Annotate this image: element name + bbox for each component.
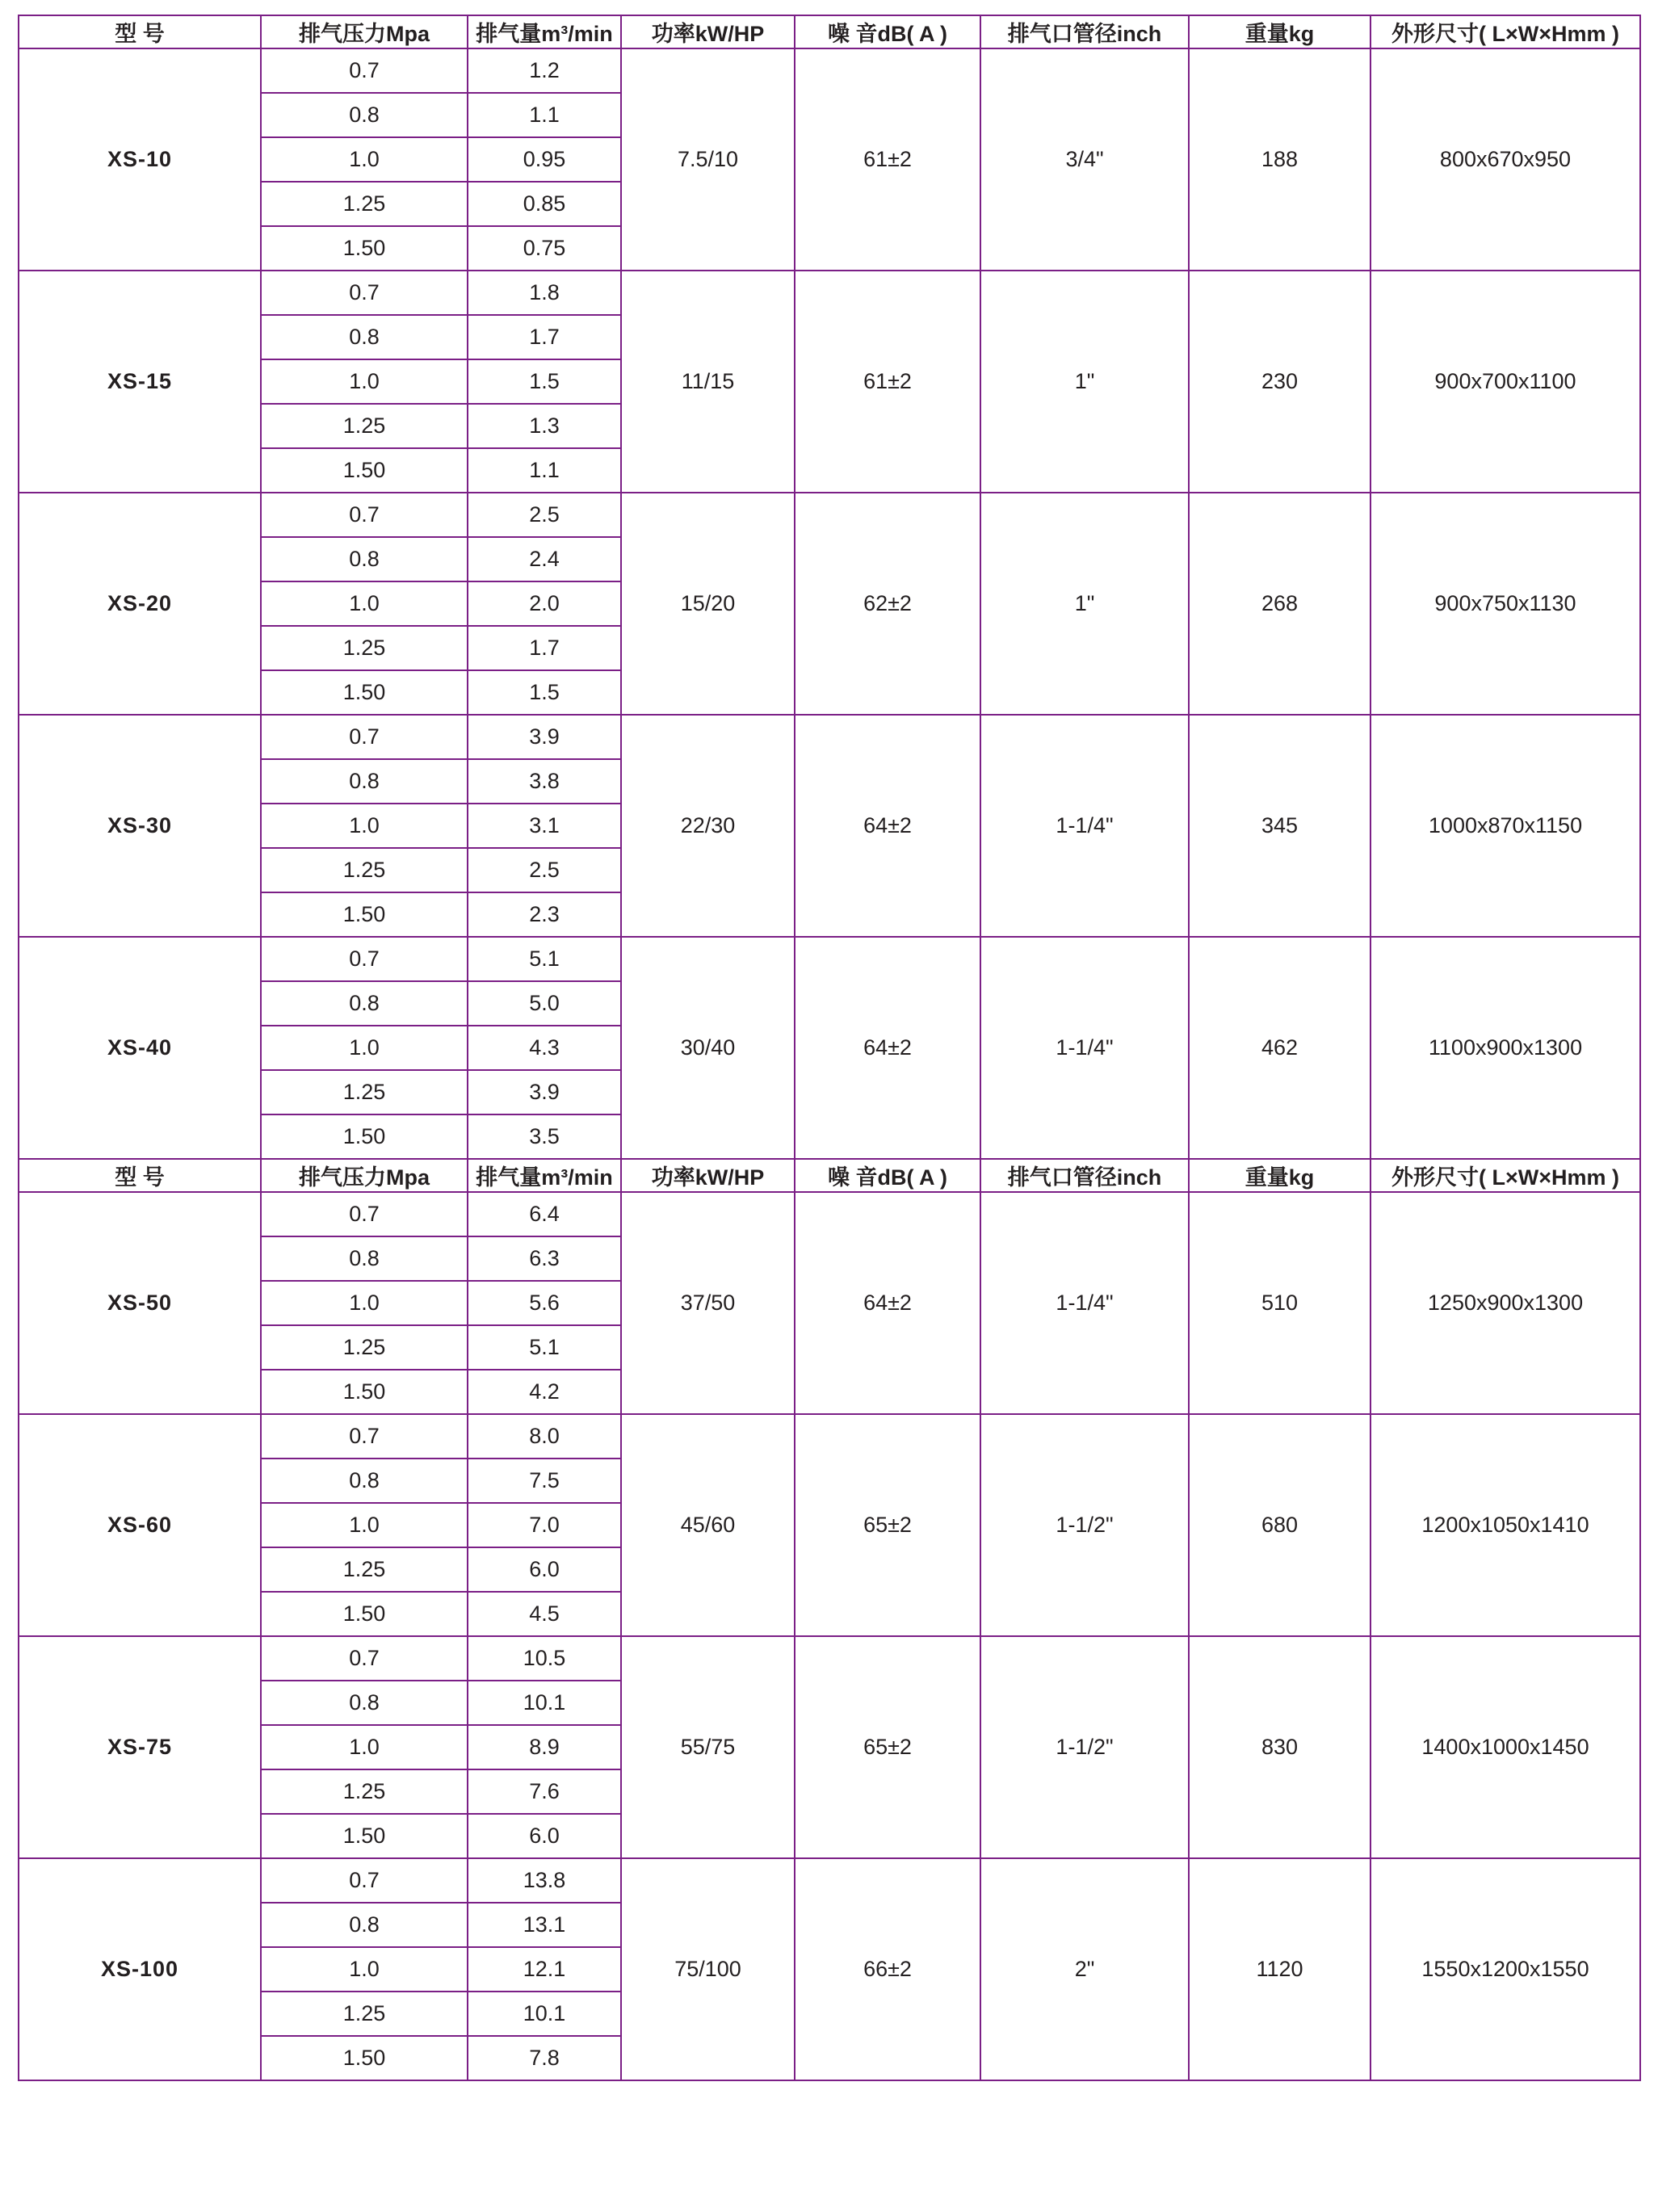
- port-diameter-cell: 1": [980, 493, 1189, 715]
- air-flow-cell: 6.4: [468, 1192, 621, 1236]
- column-header-5: [980, 1159, 1189, 1192]
- column-header-unit: inch: [1116, 1165, 1162, 1190]
- noise-cell: 65±2: [795, 1414, 980, 1636]
- air-flow-cell: 5.6: [468, 1281, 621, 1325]
- discharge-pressure-cell: 1.25: [261, 1992, 468, 2036]
- discharge-pressure-cell: 1.50: [261, 1814, 468, 1858]
- power-cell: 15/20: [621, 493, 795, 715]
- air-flow-cell: 1.5: [468, 359, 621, 404]
- column-header-unit: Mpa: [386, 1165, 430, 1190]
- air-flow-cell: 3.8: [468, 759, 621, 804]
- discharge-pressure-cell: 1.25: [261, 626, 468, 670]
- dimensions-cell: 1400x1000x1450: [1370, 1636, 1640, 1858]
- discharge-pressure-cell: 1.50: [261, 670, 468, 715]
- discharge-pressure-cell: 0.8: [261, 1681, 468, 1725]
- air-flow-cell: 1.5: [468, 670, 621, 715]
- discharge-pressure-cell: 0.7: [261, 1192, 468, 1236]
- power-cell: 37/50: [621, 1192, 795, 1414]
- dimensions-cell: 1000x870x1150: [1370, 715, 1640, 937]
- discharge-pressure-cell: 1.0: [261, 359, 468, 404]
- compressor-spec-table: [18, 15, 1641, 2081]
- air-flow-cell: 12.1: [468, 1947, 621, 1992]
- noise-cell: 61±2: [795, 48, 980, 271]
- table-row: [19, 493, 1640, 537]
- discharge-pressure-cell: 1.25: [261, 1547, 468, 1592]
- air-flow-cell: 6.0: [468, 1814, 621, 1858]
- power-cell: 7.5/10: [621, 48, 795, 271]
- column-header-6: [1189, 15, 1370, 48]
- discharge-pressure-cell: 1.0: [261, 1281, 468, 1325]
- air-flow-cell: 4.5: [468, 1592, 621, 1636]
- discharge-pressure-cell: 0.8: [261, 981, 468, 1026]
- discharge-pressure-cell: 1.25: [261, 404, 468, 448]
- column-header-title: 重量: [1245, 22, 1289, 46]
- column-header-title: 排气压力: [299, 22, 386, 46]
- table-row: [19, 1636, 1640, 1681]
- model-name-cell: XS-40: [19, 937, 261, 1159]
- noise-cell: 62±2: [795, 493, 980, 715]
- column-header-title: 排气量: [476, 1165, 542, 1190]
- discharge-pressure-cell: 1.50: [261, 892, 468, 937]
- port-diameter-cell: 1-1/2": [980, 1636, 1189, 1858]
- table-row: [19, 271, 1640, 315]
- power-cell: 45/60: [621, 1414, 795, 1636]
- weight-cell: 510: [1189, 1192, 1370, 1414]
- weight-cell: 462: [1189, 937, 1370, 1159]
- column-header-title: 排气口管径: [1007, 22, 1117, 46]
- column-header-3: [621, 15, 795, 48]
- air-flow-cell: 3.1: [468, 804, 621, 848]
- air-flow-cell: 6.0: [468, 1547, 621, 1592]
- discharge-pressure-cell: 1.0: [261, 137, 468, 182]
- weight-cell: 830: [1189, 1636, 1370, 1858]
- column-header-title: 功率: [651, 22, 695, 46]
- model-name-cell: XS-75: [19, 1636, 261, 1858]
- discharge-pressure-cell: 1.50: [261, 448, 468, 493]
- column-header-0: [19, 15, 261, 48]
- model-name-cell: XS-100: [19, 1858, 261, 2080]
- discharge-pressure-cell: 0.7: [261, 493, 468, 537]
- dimensions-cell: 900x700x1100: [1370, 271, 1640, 493]
- weight-cell: 268: [1189, 493, 1370, 715]
- air-flow-cell: 1.8: [468, 271, 621, 315]
- table-header-row: [19, 15, 1640, 48]
- noise-cell: 64±2: [795, 937, 980, 1159]
- air-flow-cell: 7.6: [468, 1769, 621, 1814]
- discharge-pressure-cell: 1.50: [261, 1370, 468, 1414]
- air-flow-cell: 4.3: [468, 1026, 621, 1070]
- air-flow-cell: 7.8: [468, 2036, 621, 2080]
- discharge-pressure-cell: 0.7: [261, 48, 468, 93]
- discharge-pressure-cell: 0.8: [261, 1903, 468, 1947]
- discharge-pressure-cell: 0.8: [261, 1236, 468, 1281]
- table-row: [19, 937, 1640, 981]
- column-header-3: [621, 1159, 795, 1192]
- discharge-pressure-cell: 1.50: [261, 1114, 468, 1159]
- air-flow-cell: 2.4: [468, 537, 621, 581]
- power-cell: 75/100: [621, 1858, 795, 2080]
- air-flow-cell: 10.5: [468, 1636, 621, 1681]
- model-name-cell: XS-50: [19, 1192, 261, 1414]
- air-flow-cell: 2.5: [468, 848, 621, 892]
- air-flow-cell: 13.8: [468, 1858, 621, 1903]
- air-flow-cell: 3.9: [468, 715, 621, 759]
- discharge-pressure-cell: 1.0: [261, 1947, 468, 1992]
- column-header-7: [1370, 1159, 1640, 1192]
- air-flow-cell: 0.85: [468, 182, 621, 226]
- port-diameter-cell: 1-1/4": [980, 715, 1189, 937]
- column-header-unit: m³/min: [541, 22, 613, 46]
- dimensions-cell: 800x670x950: [1370, 48, 1640, 271]
- table-row: [19, 1414, 1640, 1459]
- discharge-pressure-cell: 1.0: [261, 1725, 468, 1769]
- air-flow-cell: 1.7: [468, 626, 621, 670]
- air-flow-cell: 1.2: [468, 48, 621, 93]
- air-flow-cell: 6.3: [468, 1236, 621, 1281]
- noise-cell: 61±2: [795, 271, 980, 493]
- column-header-unit: inch: [1116, 22, 1162, 46]
- air-flow-cell: 3.9: [468, 1070, 621, 1114]
- column-header-title: 功率: [651, 1165, 695, 1190]
- air-flow-cell: 0.95: [468, 137, 621, 182]
- discharge-pressure-cell: 0.8: [261, 537, 468, 581]
- discharge-pressure-cell: 1.25: [261, 1325, 468, 1370]
- noise-cell: 64±2: [795, 715, 980, 937]
- discharge-pressure-cell: 1.25: [261, 1769, 468, 1814]
- port-diameter-cell: 3/4": [980, 48, 1189, 271]
- model-name-cell: XS-60: [19, 1414, 261, 1636]
- port-diameter-cell: 1-1/2": [980, 1414, 1189, 1636]
- discharge-pressure-cell: 0.8: [261, 759, 468, 804]
- air-flow-cell: 0.75: [468, 226, 621, 271]
- dimensions-cell: 1100x900x1300: [1370, 937, 1640, 1159]
- discharge-pressure-cell: 0.8: [261, 93, 468, 137]
- column-header-5: [980, 15, 1189, 48]
- column-header-unit: kg: [1288, 22, 1315, 46]
- air-flow-cell: 2.3: [468, 892, 621, 937]
- discharge-pressure-cell: 1.25: [261, 182, 468, 226]
- table-row: [19, 1858, 1640, 1903]
- column-header-unit: ( L×W×Hmm ): [1478, 22, 1619, 46]
- air-flow-cell: 7.5: [468, 1459, 621, 1503]
- noise-cell: 64±2: [795, 1192, 980, 1414]
- weight-cell: 680: [1189, 1414, 1370, 1636]
- discharge-pressure-cell: 0.7: [261, 1858, 468, 1903]
- column-header-4: [795, 15, 980, 48]
- column-header-unit: Mpa: [386, 22, 430, 46]
- column-header-unit: kW/HP: [695, 1165, 765, 1190]
- air-flow-cell: 1.3: [468, 404, 621, 448]
- model-name-cell: XS-10: [19, 48, 261, 271]
- air-flow-cell: 8.0: [468, 1414, 621, 1459]
- power-cell: 11/15: [621, 271, 795, 493]
- table-header-row: [19, 1159, 1640, 1192]
- column-header-title: 噪 音: [828, 1165, 878, 1190]
- column-header-2: [468, 15, 621, 48]
- weight-cell: 345: [1189, 715, 1370, 937]
- column-header-title: 型 号: [115, 1165, 165, 1190]
- air-flow-cell: 5.1: [468, 1325, 621, 1370]
- model-name-cell: XS-20: [19, 493, 261, 715]
- air-flow-cell: 5.0: [468, 981, 621, 1026]
- table-row: [19, 1192, 1640, 1236]
- dimensions-cell: 1250x900x1300: [1370, 1192, 1640, 1414]
- table-row: [19, 715, 1640, 759]
- air-flow-cell: 5.1: [468, 937, 621, 981]
- discharge-pressure-cell: 0.7: [261, 715, 468, 759]
- power-cell: 22/30: [621, 715, 795, 937]
- column-header-6: [1189, 1159, 1370, 1192]
- column-header-4: [795, 1159, 980, 1192]
- port-diameter-cell: 1-1/4": [980, 1192, 1189, 1414]
- discharge-pressure-cell: 1.0: [261, 581, 468, 626]
- port-diameter-cell: 1": [980, 271, 1189, 493]
- discharge-pressure-cell: 1.0: [261, 1026, 468, 1070]
- discharge-pressure-cell: 0.8: [261, 1459, 468, 1503]
- table-row: [19, 48, 1640, 93]
- column-header-title: 排气压力: [299, 1165, 386, 1190]
- column-header-title: 型 号: [115, 22, 165, 46]
- column-header-1: [261, 1159, 468, 1192]
- model-name-cell: XS-15: [19, 271, 261, 493]
- dimensions-cell: 1550x1200x1550: [1370, 1858, 1640, 2080]
- air-flow-cell: 7.0: [468, 1503, 621, 1547]
- discharge-pressure-cell: 0.7: [261, 1636, 468, 1681]
- air-flow-cell: 1.7: [468, 315, 621, 359]
- model-name-cell: XS-30: [19, 715, 261, 937]
- power-cell: 30/40: [621, 937, 795, 1159]
- discharge-pressure-cell: 0.7: [261, 271, 468, 315]
- discharge-pressure-cell: 0.7: [261, 937, 468, 981]
- column-header-unit: dB( A ): [877, 1165, 947, 1190]
- discharge-pressure-cell: 1.50: [261, 1592, 468, 1636]
- discharge-pressure-cell: 1.25: [261, 1070, 468, 1114]
- column-header-2: [468, 1159, 621, 1192]
- dimensions-cell: 1200x1050x1410: [1370, 1414, 1640, 1636]
- column-header-7: [1370, 15, 1640, 48]
- column-header-title: 排气量: [476, 22, 542, 46]
- air-flow-cell: 3.5: [468, 1114, 621, 1159]
- discharge-pressure-cell: 1.0: [261, 804, 468, 848]
- air-flow-cell: 4.2: [468, 1370, 621, 1414]
- discharge-pressure-cell: 1.0: [261, 1503, 468, 1547]
- air-flow-cell: 1.1: [468, 448, 621, 493]
- air-flow-cell: 2.0: [468, 581, 621, 626]
- discharge-pressure-cell: 1.50: [261, 2036, 468, 2080]
- weight-cell: 230: [1189, 271, 1370, 493]
- column-header-unit: kW/HP: [695, 22, 765, 46]
- column-header-unit: m³/min: [541, 1165, 613, 1190]
- air-flow-cell: 1.1: [468, 93, 621, 137]
- discharge-pressure-cell: 0.7: [261, 1414, 468, 1459]
- air-flow-cell: 8.9: [468, 1725, 621, 1769]
- noise-cell: 65±2: [795, 1636, 980, 1858]
- column-header-unit: dB( A ): [877, 22, 947, 46]
- air-flow-cell: 10.1: [468, 1992, 621, 2036]
- air-flow-cell: 2.5: [468, 493, 621, 537]
- air-flow-cell: 10.1: [468, 1681, 621, 1725]
- discharge-pressure-cell: 0.8: [261, 315, 468, 359]
- column-header-title: 重量: [1245, 1165, 1289, 1190]
- column-header-title: 排气口管径: [1007, 1165, 1117, 1190]
- weight-cell: 1120: [1189, 1858, 1370, 2080]
- port-diameter-cell: 1-1/4": [980, 937, 1189, 1159]
- column-header-1: [261, 15, 468, 48]
- noise-cell: 66±2: [795, 1858, 980, 2080]
- dimensions-cell: 900x750x1130: [1370, 493, 1640, 715]
- weight-cell: 188: [1189, 48, 1370, 271]
- port-diameter-cell: 2": [980, 1858, 1189, 2080]
- column-header-0: [19, 1159, 261, 1192]
- discharge-pressure-cell: 1.25: [261, 848, 468, 892]
- column-header-title: 噪 音: [828, 22, 878, 46]
- discharge-pressure-cell: 1.50: [261, 226, 468, 271]
- column-header-unit: kg: [1288, 1165, 1315, 1190]
- column-header-title: 外形尺寸: [1391, 22, 1479, 46]
- column-header-title: 外形尺寸: [1391, 1165, 1479, 1190]
- air-flow-cell: 13.1: [468, 1903, 621, 1947]
- column-header-unit: ( L×W×Hmm ): [1478, 1165, 1619, 1190]
- power-cell: 55/75: [621, 1636, 795, 1858]
